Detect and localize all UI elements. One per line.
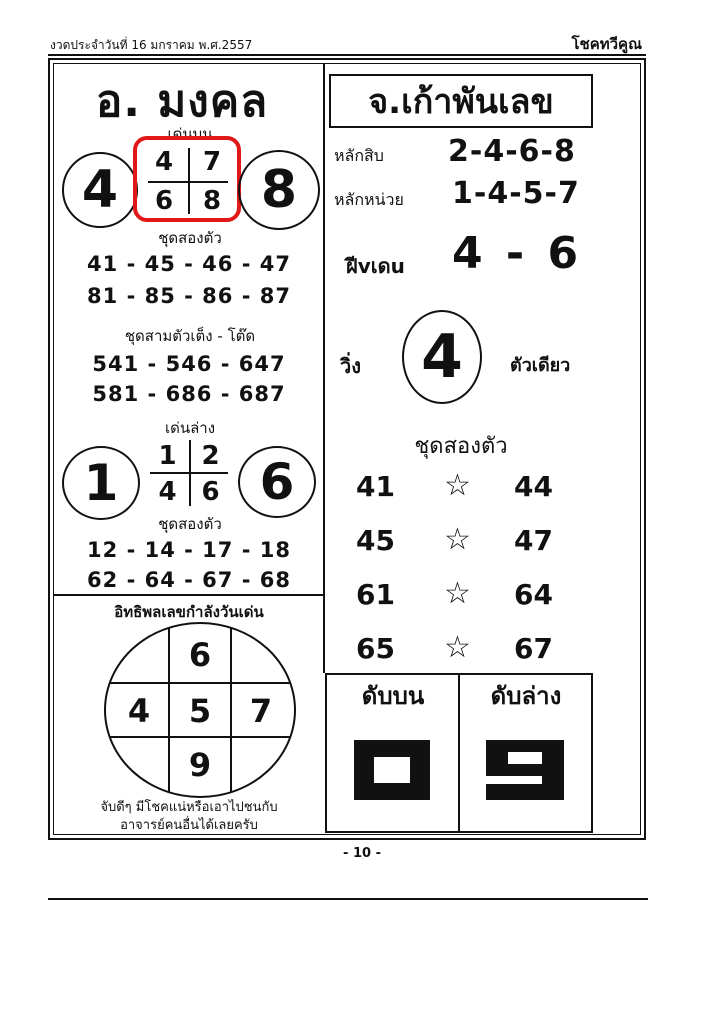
units-value: 1-4-5-7: [452, 176, 580, 211]
note-line-1: จับดีๆ มีโชคแน่หรือเอาไปชนกับ: [100, 800, 278, 815]
lower-grid-cell: 4: [158, 477, 177, 507]
upper-grid-cell: 8: [202, 185, 222, 216]
lower-grid-cell: 1: [158, 441, 177, 471]
three-row-2: 581 - 686 - 687: [92, 382, 286, 406]
lower-grid-cell: 2: [201, 441, 220, 471]
lower-left-circle: 1: [62, 446, 140, 520]
upper-grid-cell: 7: [202, 146, 222, 177]
pairs-label-1: ชุดสองตัว: [158, 229, 222, 247]
publication-name: โชคทวีคูณ: [571, 35, 642, 53]
strong-value: 4 - 6: [452, 228, 583, 279]
star-icon: ☆: [444, 522, 471, 557]
note-line-2: อาจารย์คนอื่นได้เลยครับ: [120, 818, 258, 833]
three-row-1: 541 - 546 - 647: [92, 352, 286, 376]
issue-date: งวดประจำวันที่ 16 มกราคม พ.ศ.2557: [50, 38, 253, 52]
power-right-digit: 7: [249, 692, 273, 730]
left-section-divider: [53, 594, 323, 596]
left-title: อ. มงคล: [95, 76, 269, 127]
right-pairs-label: ชุดสองตัว: [414, 434, 508, 459]
strong-label: ฝีvเดu: [346, 254, 405, 278]
units-label: หลักหน่วย: [334, 190, 404, 209]
three-digit-label: ชุดสามตัวเต็ง - โต๊ด: [124, 327, 256, 345]
pairs-row-4: 62 - 64 - 67 - 68: [87, 568, 291, 592]
run-label: วิ่ง: [340, 354, 361, 378]
column-divider: [323, 63, 325, 673]
bottom-rule: [48, 898, 648, 900]
upper-label: เด่นบน: [167, 125, 213, 143]
lower-grid-vline: [189, 440, 191, 506]
page-number: - 10 -: [343, 846, 381, 861]
lower-label: เด่นล่าง: [164, 419, 216, 437]
star-icon: ☆: [444, 630, 471, 665]
run-circle: 4: [402, 310, 482, 404]
pair-left: 45: [356, 524, 395, 557]
power-bottom-digit: 9: [188, 746, 212, 784]
upper-right-circle: 8: [238, 150, 320, 230]
power-top-digit: 6: [188, 636, 212, 674]
power-label: อิทธิพลเลขกำลังวันเด่น: [114, 603, 264, 621]
power-center-digit: 5: [188, 692, 212, 730]
power-left-digit: 4: [127, 692, 151, 730]
lower-right-circle: 6: [238, 446, 316, 518]
pairs-label-2: ชุดสองตัว: [158, 515, 222, 533]
pairs-row-3: 12 - 14 - 17 - 18: [87, 538, 291, 562]
pair-right: 47: [514, 524, 553, 557]
star-icon: ☆: [444, 468, 471, 503]
pair-left: 65: [356, 632, 395, 665]
pairs-row-1: 41 - 45 - 46 - 47: [87, 252, 291, 276]
pair-left: 61: [356, 578, 395, 611]
pair-right: 67: [514, 632, 553, 665]
right-title: จ.เก้าพันเลข: [329, 74, 593, 128]
highlight-ring: [133, 136, 241, 222]
bottom-cut-label: ดับล่าง: [490, 682, 562, 710]
tens-label: หลักสิบ: [334, 146, 384, 165]
pair-right: 64: [514, 578, 553, 611]
upper-grid-cell: 4: [154, 146, 174, 177]
pairs-row-2: 81 - 85 - 86 - 87: [87, 284, 291, 308]
top-cut-label: ดับบน: [361, 682, 425, 710]
pair-left: 41: [356, 470, 395, 503]
pair-right: 44: [514, 470, 553, 503]
top-cut-digit-zero: [354, 740, 430, 800]
cut-box-divider: [458, 673, 460, 833]
header-rule: [48, 54, 646, 56]
bottom-cut-digit-nine: [486, 740, 564, 800]
lower-grid-cell: 6: [201, 477, 220, 507]
tens-value: 2-4-6-8: [448, 134, 576, 169]
upper-grid-cell: 6: [154, 185, 174, 216]
single-label: ตัวเดียว: [510, 355, 571, 376]
upper-left-circle: 4: [62, 152, 138, 228]
star-icon: ☆: [444, 576, 471, 611]
